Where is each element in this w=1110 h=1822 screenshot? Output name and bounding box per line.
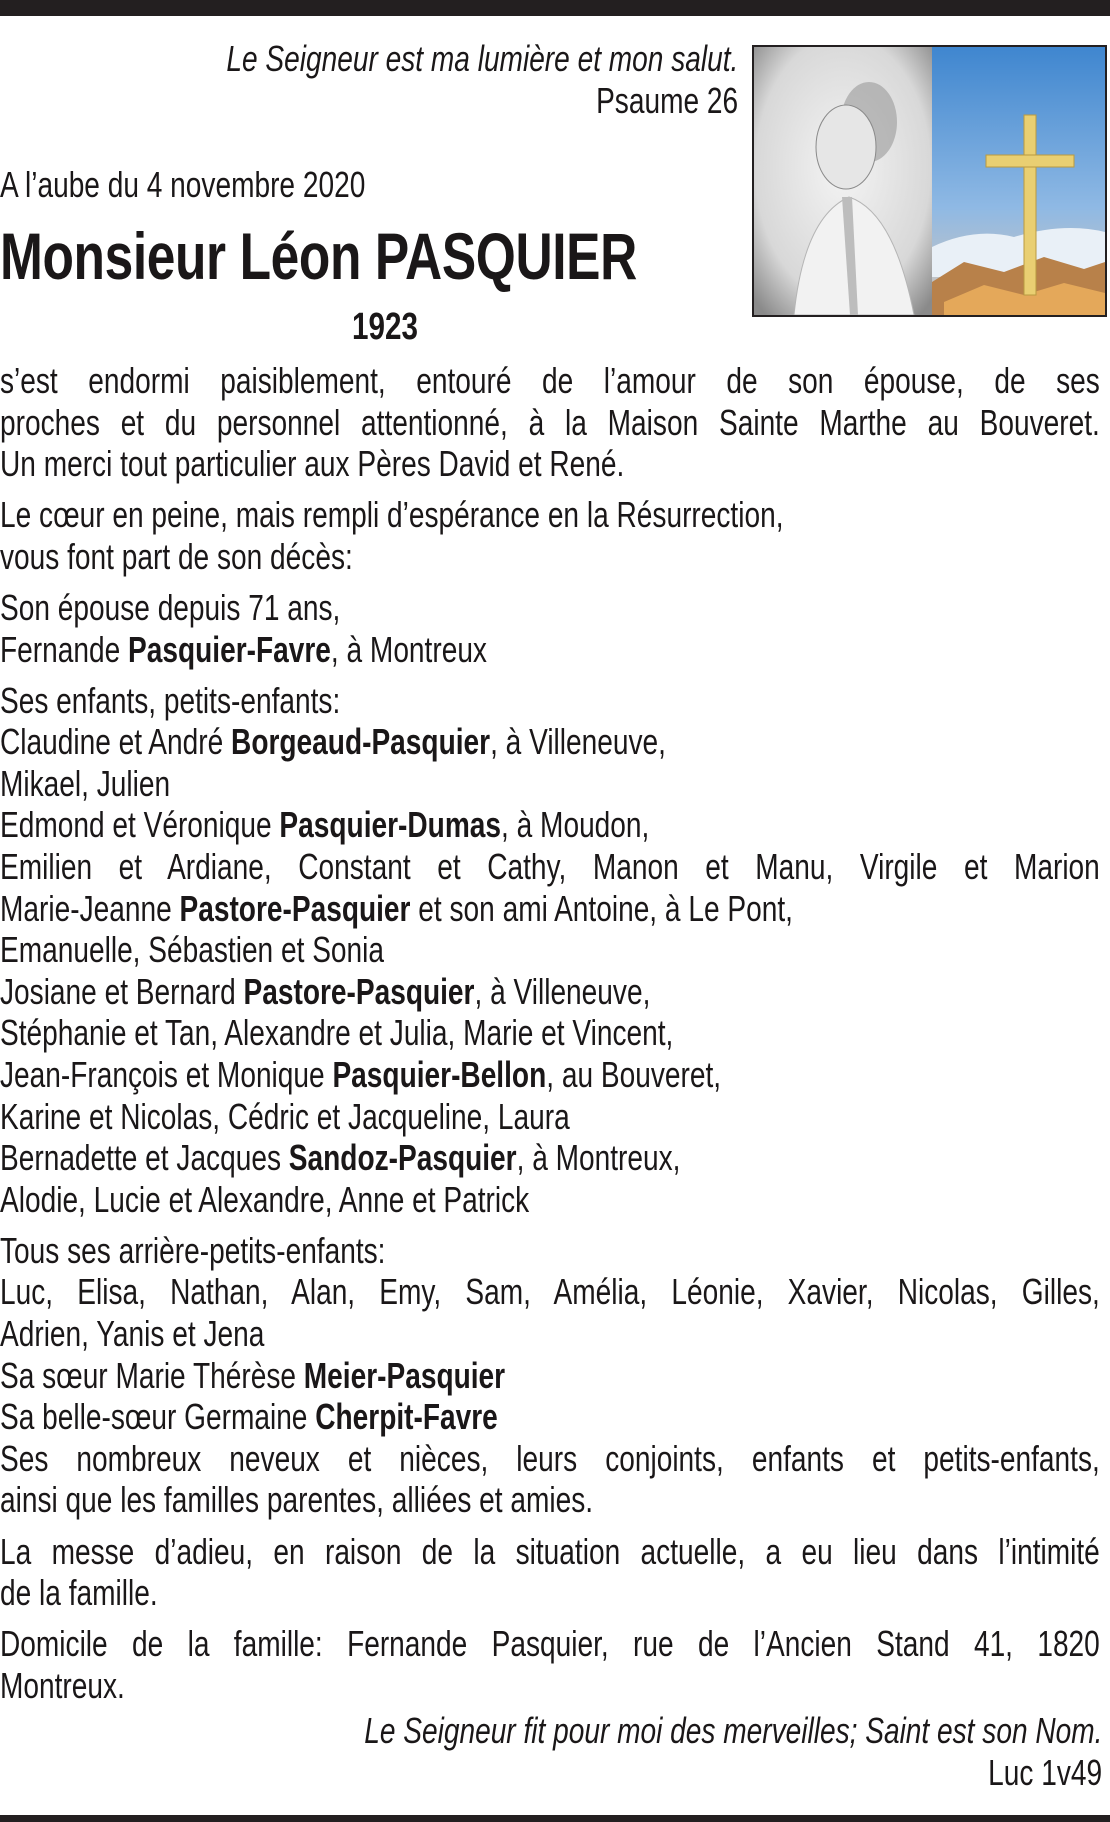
text-line bbox=[0, 763, 1100, 805]
text-line bbox=[0, 1572, 1100, 1614]
portrait-and-cross-photo bbox=[752, 45, 1107, 317]
text-line-content bbox=[0, 402, 1100, 444]
text-segment: , à Montreux bbox=[330, 628, 487, 670]
text-segment: Ses enfants, petits-enfants: bbox=[0, 679, 341, 721]
text-segment: Karine et Nicolas, Cédric et Jacqueline, Laura bbox=[0, 1095, 570, 1137]
text-line-content bbox=[0, 1623, 1100, 1665]
text-line-content bbox=[0, 721, 1100, 763]
text-line-content bbox=[0, 846, 1100, 888]
text-line bbox=[0, 536, 1100, 578]
text-line bbox=[0, 1313, 1100, 1355]
text-segment: Son épouse depuis 71 ans, bbox=[0, 586, 341, 628]
text-segment: Ses nombreux neveux et nièces, leurs conjoints, enfants et petits-enfants, bbox=[0, 1437, 1100, 1479]
family-name: Pastore-Pasquier bbox=[243, 970, 475, 1012]
text-segment: ainsi que les familles parentes, alliées et amies. bbox=[0, 1479, 594, 1521]
text-segment: Edmond et Véronique bbox=[0, 804, 280, 846]
text-line bbox=[0, 1230, 1100, 1272]
paragraph bbox=[0, 1531, 1100, 1614]
text-line-content bbox=[0, 536, 1100, 578]
text-segment: Domicile de la famille: Fernande Pasquier, rue de l’Ancien Stand 41, 1820 bbox=[0, 1623, 1100, 1665]
dateline: A l’aube du 4 novembre 2020 bbox=[0, 164, 366, 205]
text-line-content bbox=[0, 1054, 1100, 1096]
text-line bbox=[0, 360, 1100, 402]
text-segment: et son ami Antoine, à Le Pont, bbox=[410, 887, 793, 929]
text-segment: Stéphanie et Tan, Alexandre et Julia, Marie et Vincent, bbox=[0, 1012, 674, 1054]
text-line bbox=[0, 721, 1100, 763]
text-segment: Montreux. bbox=[0, 1664, 125, 1706]
text-line-content bbox=[0, 1572, 1100, 1614]
birth-year: 1923 bbox=[352, 306, 418, 348]
text-line-content bbox=[0, 1230, 1100, 1272]
text-segment: Adrien, Yanis et Jena bbox=[0, 1313, 265, 1355]
text-line bbox=[0, 929, 1100, 971]
text-segment: Jean-François et Monique bbox=[0, 1054, 333, 1095]
family-name: Pasquier-Bellon bbox=[332, 1054, 547, 1095]
text-segment: Emanuelle, Sébastien et Sonia bbox=[0, 929, 385, 971]
text-segment: Sa sœur Marie Thérèse bbox=[0, 1354, 304, 1396]
text-segment: Claudine et André bbox=[0, 721, 232, 763]
text-line-content bbox=[0, 443, 1100, 485]
text-line bbox=[0, 1355, 1100, 1397]
deceased-name: Monsieur Léon PASQUIER bbox=[0, 219, 637, 293]
text-line bbox=[0, 971, 1100, 1013]
obituary-body bbox=[0, 360, 1100, 1716]
text-line-content bbox=[0, 1096, 1100, 1138]
text-segment: Luc, Elisa, Nathan, Alan, Emy, Sam, Amélia, Léonie, Xavier, Nicolas, Gilles, bbox=[0, 1271, 1100, 1313]
family-name: Pasquier-Dumas bbox=[279, 804, 502, 846]
text-line bbox=[0, 1623, 1100, 1665]
text-segment: , à Villeneuve, bbox=[490, 721, 666, 763]
family-name: Sandoz-Pasquier bbox=[288, 1137, 517, 1179]
family-name: Meier-Pasquier bbox=[303, 1354, 506, 1396]
text-line bbox=[0, 402, 1100, 444]
text-line bbox=[0, 1054, 1100, 1096]
paragraph bbox=[0, 360, 1100, 485]
text-segment: Alodie, Lucie et Alexandre, Anne et Patrick bbox=[0, 1178, 530, 1220]
text-line bbox=[0, 1271, 1100, 1313]
paragraph bbox=[0, 587, 1100, 670]
text-line bbox=[0, 443, 1100, 485]
text-segment: La messe d’adieu, en raison de la situation actuelle, a eu lieu dans l’intimité bbox=[0, 1530, 1100, 1572]
text-segment: , à Montreux, bbox=[516, 1137, 681, 1179]
text-line-content bbox=[0, 1271, 1100, 1313]
text-line bbox=[0, 587, 1100, 629]
text-line-content bbox=[0, 1531, 1100, 1573]
text-segment: s’est endormi paisiblement, entouré de l’amour de son épouse, de ses bbox=[0, 360, 1100, 401]
family-name: Cherpit-Favre bbox=[315, 1396, 498, 1438]
text-segment: , à Moudon, bbox=[501, 804, 650, 846]
text-segment: Bernadette et Jacques bbox=[0, 1137, 289, 1179]
text-line bbox=[0, 846, 1100, 888]
text-segment: Sa belle-sœur Germaine bbox=[0, 1396, 316, 1438]
text-line bbox=[0, 888, 1100, 930]
family-name: Pasquier-Favre bbox=[128, 628, 331, 670]
text-line-content bbox=[0, 971, 1100, 1013]
text-segment: Un merci tout particulier aux Pères David et René. bbox=[0, 443, 625, 485]
text-segment: Josiane et Bernard bbox=[0, 970, 244, 1012]
text-line-content bbox=[0, 1313, 1100, 1355]
epigraph-quote: Le Seigneur est ma lumière et mon salut. bbox=[226, 38, 738, 79]
text-line-content bbox=[0, 929, 1100, 971]
text-segment: Marie-Jeanne bbox=[0, 887, 180, 929]
text-line bbox=[0, 1665, 1100, 1707]
photo-illustration bbox=[754, 47, 1105, 315]
epigraph-reference: Psaume 26 bbox=[595, 80, 738, 121]
text-line bbox=[0, 494, 1100, 536]
text-line-content bbox=[0, 888, 1100, 930]
text-segment: , au Bouveret, bbox=[546, 1054, 722, 1095]
text-line-content bbox=[0, 587, 1100, 629]
top-rule bbox=[0, 0, 1110, 16]
text-line-content bbox=[0, 1355, 1100, 1397]
text-line bbox=[0, 804, 1100, 846]
text-line-content bbox=[0, 494, 1100, 536]
text-segment: Le cœur en peine, mais rempli d’espérance en la Résurrection, bbox=[0, 494, 784, 536]
bottom-rule bbox=[0, 1815, 1110, 1822]
text-line-content bbox=[0, 1012, 1100, 1054]
text-line-content bbox=[0, 629, 1100, 671]
text-line-content bbox=[0, 1396, 1100, 1438]
paragraph bbox=[0, 1230, 1100, 1521]
text-line-content bbox=[0, 763, 1100, 805]
text-segment: Tous ses arrière-petits-enfants: bbox=[0, 1229, 386, 1271]
text-line-content bbox=[0, 360, 1100, 402]
text-line bbox=[0, 1396, 1100, 1438]
text-segment: , à Villeneuve, bbox=[474, 970, 651, 1012]
paragraph bbox=[0, 494, 1100, 577]
text-line-content bbox=[0, 1665, 1100, 1707]
text-segment: Mikael, Julien bbox=[0, 762, 171, 804]
text-line bbox=[0, 1012, 1100, 1054]
text-line bbox=[0, 1531, 1100, 1573]
text-line bbox=[0, 680, 1100, 722]
text-line bbox=[0, 1137, 1100, 1179]
paragraph bbox=[0, 680, 1100, 1221]
text-line-content bbox=[0, 804, 1100, 846]
text-segment: de la famille. bbox=[0, 1572, 158, 1614]
text-line-content bbox=[0, 1479, 1100, 1521]
text-line bbox=[0, 1438, 1100, 1480]
text-line bbox=[0, 1096, 1100, 1138]
closing-quote-reference: Luc 1v49 bbox=[988, 1752, 1102, 1793]
family-name: Borgeaud-Pasquier bbox=[231, 721, 491, 763]
text-line-content bbox=[0, 680, 1100, 722]
closing-quote: Le Seigneur fit pour moi des merveilles; Saint est son Nom. bbox=[363, 1710, 1102, 1751]
text-line bbox=[0, 629, 1100, 671]
text-segment: Emilien et Ardiane, Constant et Cathy, Manon et Manu, Virgile et Marion bbox=[0, 846, 1100, 888]
text-segment: Fernande bbox=[0, 628, 129, 670]
family-name: Pastore-Pasquier bbox=[179, 887, 411, 929]
text-line-content bbox=[0, 1179, 1100, 1221]
text-segment: proches et du personnel attentionné, à la Maison Sainte Marthe au Bouveret. bbox=[0, 401, 1100, 443]
text-line-content bbox=[0, 1137, 1100, 1179]
text-line-content bbox=[0, 1438, 1100, 1480]
text-line bbox=[0, 1179, 1100, 1221]
text-line bbox=[0, 1479, 1100, 1521]
text-segment: vous font part de son décès: bbox=[0, 535, 353, 577]
paragraph bbox=[0, 1623, 1100, 1706]
